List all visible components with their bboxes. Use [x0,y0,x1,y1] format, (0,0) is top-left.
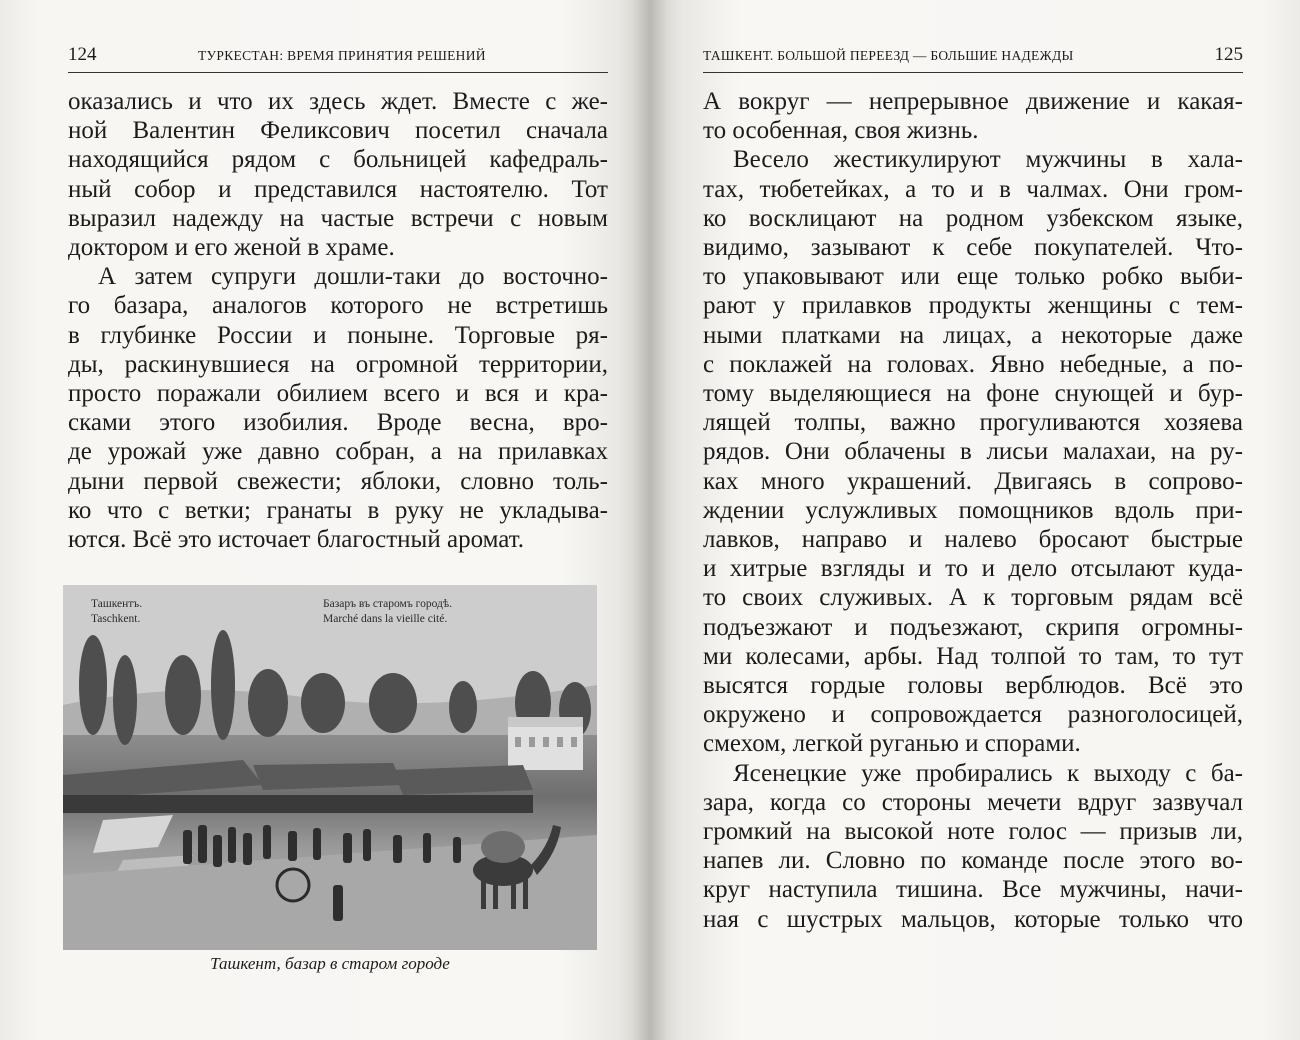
text-line: то упаковывают или еще только робко выби- [703,263,1243,291]
bazaar-photo-drawing [63,585,597,950]
photo-label-line: Базаръ въ старомъ городѣ. [323,598,452,610]
text-line: оказались и что их здесь ждет. Вместе с же- [68,88,608,115]
right-page [650,0,1300,1040]
right-running-head: ТАШКЕНТ. БОЛЬШОЙ ПЕРЕЕЗД — БОЛЬШИЕ НАДЕЖДЫ [703,48,1074,63]
text-line: то своих служивых. А к торговым рядам всё [703,584,1243,612]
text-line: ды, раскинувшиеся на огромной территории, [68,350,608,378]
text-line: рают у прилавков продукты женщины с тем- [703,292,1243,320]
text-line: сками этого изобилия. Вроде весна, вро- [68,409,608,437]
text-line: ными платками на лицах, а некоторые даже [703,321,1243,349]
text-line: подъезжают и подъезжают, скрипя огромны- [703,613,1243,641]
text-line: тах, тюбетейках, а то и в чалмах. Они гром- [703,175,1243,203]
photo-label-left [91,597,142,627]
text-line: видимо, зазывают к себе покупателей. Что- [703,234,1243,262]
text-line: высятся гордые головы верблюдов. Всё это [703,672,1243,700]
text-line: напев ли. Словно по команде после этого во- [703,847,1243,875]
text-line: с поклажей на головах. Явно небедные, а по- [703,350,1243,378]
text-line: тому выделяющиеся на фоне снующей и бур- [703,380,1243,408]
text-line: рядов. Они облачены в лисьи малахаи, на ру- [703,438,1243,466]
right-page-text [703,87,1243,934]
text-line: ная с шустрых мальцов, которые только что [703,905,1243,933]
text-line: просто поражали обилием всего и вся и кра- [68,380,608,408]
figure-caption: Ташкент, базар в старом городе [210,954,450,973]
text-line: в глубинке России и поныне. Торговые ря- [68,321,608,349]
text-line: ной Валентин Феликсович посетил сначала [68,117,608,145]
text-line: ются. Всё это источает благостный аромат. [68,526,524,554]
left-page-text [68,87,608,554]
text-line: лящей толпы, важно прогуливаются хозяева [703,409,1243,437]
left-page-header [68,40,608,73]
text-line: зара, когда со стороны мечети вдруг зазвучал [703,788,1243,816]
text-line: ждении услужливых помощников вдоль при- [703,496,1243,524]
text-line: Весело жестикулируют мужчины в хала- [733,146,1243,174]
photo-label-line: Ташкентъ. [91,598,143,610]
text-line: находящийся рядом с больницей кафедраль- [68,146,608,174]
text-line: ках много украшений. Двигаясь в сопрово- [703,467,1243,495]
text-line: ный собор и представился настоятелю. Тот [68,175,608,203]
text-line: А затем супруги дошли-таки до восточно- [98,263,608,291]
text-line: круг наступила тишина. Все мужчины, начи- [703,876,1243,904]
text-line: то особенная, своя жизнь. [703,117,979,145]
text-line: го базара, аналогов которого не встретишь [68,292,608,320]
text-line: Ясенецкие уже пробирались к выходу с ба- [733,759,1243,787]
text-line: громкий на высокой ноте голос — призыв ли, [703,818,1243,846]
right-page-header [703,40,1243,73]
text-line: А вокруг — непрерывное движение и какая- [703,88,1243,115]
photo-label-right [323,597,452,627]
right-page-number: 125 [1214,44,1243,65]
text-line: окружено и сопровождается разноголосицей, [703,701,1243,729]
bazaar-photo [63,585,597,950]
text-line: смехом, легкой руганью и спорами. [703,730,1081,758]
left-running-head: ТУРКЕСТАН: ВРЕМЯ ПРИНЯТИЯ РЕШЕНИЙ [198,48,486,63]
text-line: ко что с ветки; гранаты в руку не укладыва- [68,496,608,524]
text-line: де урожай уже давно собран, а на прилавках [68,438,608,466]
text-line: ми колесами, арбы. Над толпой то там, то тут [703,642,1243,670]
photo-label-line: Taschkent. [91,613,141,625]
text-line: ко восклицают на родном узбекском языке, [703,204,1243,232]
left-page-number: 124 [68,44,97,65]
text-line: выразил надежду на частые встречи с новым [68,204,608,232]
text-line: доктором и его женой в храме. [68,234,395,262]
text-line: и хитрые взгляды и то и дело отсылают куда- [703,555,1243,583]
text-line: дыни первой свежести; яблоки, словно толь- [68,467,608,495]
text-line: лавков, направо и налево бросают быстрые [703,526,1243,554]
book-gutter [632,0,668,1040]
photo-label-line: Marché dans la vieille cité. [323,613,448,625]
